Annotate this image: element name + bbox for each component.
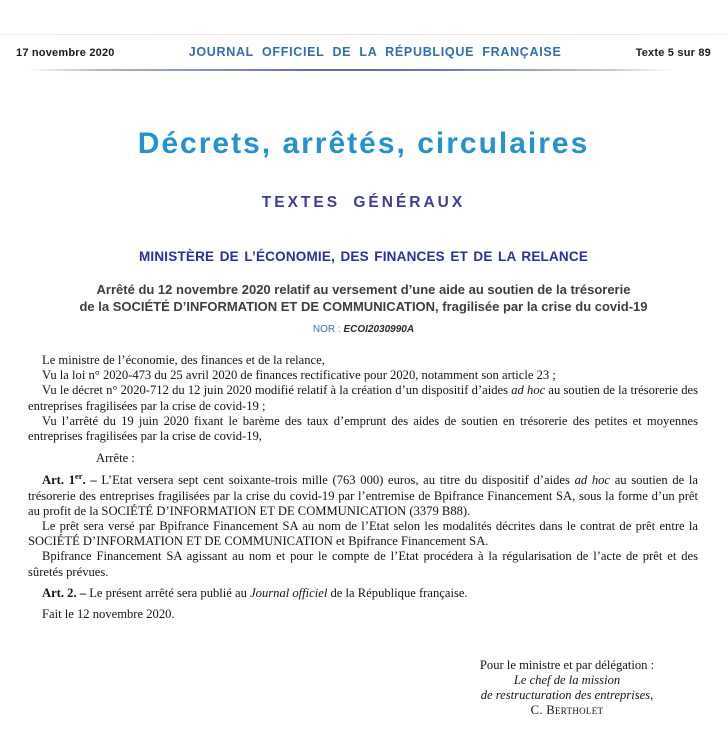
article-2-text1: Le présent arrêté sera publié au bbox=[89, 585, 251, 600]
decree-title bbox=[0, 282, 727, 315]
visa-decret-adhoc: ad hoc bbox=[511, 383, 546, 398]
visa-decret-text2: au soutien de la trésorerie des entreprises fragilisées par la crise de covid-19 ; bbox=[28, 383, 698, 413]
article-1-ordinal-sup: er bbox=[75, 471, 83, 482]
header-date: 17 novembre 2020 bbox=[16, 47, 115, 59]
visa-loi: Vu la loi n° 2020-473 du 25 avril 2020 de finances rectificative pour 2020, notamment son article 23 ; bbox=[42, 368, 556, 383]
visa-arrete: Vu l’arrêté du 19 juin 2020 fixant le barème des taux d’emprunt des aides de soutien en trésorerie des petites et moyennes entreprises fragilisées par la crise de covid-19, bbox=[28, 413, 698, 444]
article-1-separator: . – bbox=[82, 473, 102, 488]
signature-block bbox=[427, 658, 707, 718]
decree-body bbox=[28, 353, 698, 622]
top-divider bbox=[0, 34, 727, 35]
nor-reference bbox=[0, 324, 727, 335]
nor-label: NOR : bbox=[312, 324, 344, 335]
date-of-signature: Fait le 12 novembre 2020. bbox=[42, 607, 175, 622]
signatory-role-line1: Le chef de la mission bbox=[513, 673, 621, 687]
visa-decret-text1: Vu le décret n° 2020-712 du 12 juin 2020 modifié relatif à la création d’un dispositif d’aides bbox=[42, 383, 512, 398]
signature-delegation-line: Pour le ministre et par délégation : bbox=[479, 658, 655, 672]
signatory-role-line2: de restructuration des entreprises, bbox=[480, 688, 654, 702]
preamble-minister: Le ministre de l’économie, des finances et de la relance, bbox=[42, 353, 325, 367]
article-2-label: Art. 2. – bbox=[42, 585, 90, 600]
article-1-number: Art. 1 bbox=[42, 473, 76, 488]
decree-title-line2: de la SOCIÉTÉ D’INFORMATION ET DE COMMUNICATION, fragilisée par la crise du covid-19 bbox=[79, 298, 648, 314]
document-category-title: Décrets, arrêtés, circulaires bbox=[137, 127, 590, 160]
ministry-heading: MINISTÈRE DE L’ÉCONOMIE, DES FINANCES ET DE LA RELANCE bbox=[138, 249, 589, 264]
article-2 bbox=[28, 586, 698, 601]
article-1-text1: L’Etat versera sept cent soixante-trois mille (763 000) euros, au titre du dispositif d’aides bbox=[101, 473, 575, 488]
decree-title-line1: Arrêté du 12 novembre 2020 relatif au versement d’une aide au soutien de la trésorerie bbox=[96, 282, 631, 297]
header-journal-title: JOURNAL OFFICIEL DE LA RÉPUBLIQUE FRANÇAISE bbox=[188, 45, 562, 59]
signatory-name: C. Bertholet bbox=[530, 703, 604, 717]
header-divider bbox=[25, 69, 675, 71]
enacting-formula: Arrête : bbox=[96, 451, 135, 466]
article-2-text2: de la République française. bbox=[327, 585, 468, 600]
article-1-para3: Bpifrance Financement SA agissant au nom et pour le compte de l’Etat procédera à la régularisation de l’acte de prêt et des sûretés prévues. bbox=[28, 549, 698, 579]
nor-value: ECOI2030990A bbox=[343, 324, 415, 335]
article-1-para2: Le prêt sera versé par Bpifrance Financement SA au nom de l’Etat selon les modalités décrites dans le contrat de prêt entre la SOCIÉTÉ D’INFORMATION ET DE COMMUNICATION et Bpifrance Financement SA. bbox=[28, 519, 698, 549]
page-header bbox=[0, 45, 727, 59]
article-1 bbox=[28, 473, 698, 519]
header-text-number: Texte 5 sur 89 bbox=[635, 47, 711, 59]
section-title: TEXTES GÉNÉRAUX bbox=[261, 194, 466, 211]
article-1-label bbox=[42, 473, 101, 487]
visa-decret bbox=[28, 383, 698, 413]
article-2-journal-italic: Journal officiel bbox=[250, 585, 328, 600]
article-1-text2: au soutien de la trésorerie des entreprises fragilisées par la crise du covid-19 par l’entremise de Bpifrance Financement SA, sous la forme d’un prêt au profit de la SOCIÉTÉ D’INFORMATION ET DE COMMUNICATION (3379 B88). bbox=[28, 473, 698, 518]
article-1-adhoc: ad hoc bbox=[574, 473, 611, 488]
